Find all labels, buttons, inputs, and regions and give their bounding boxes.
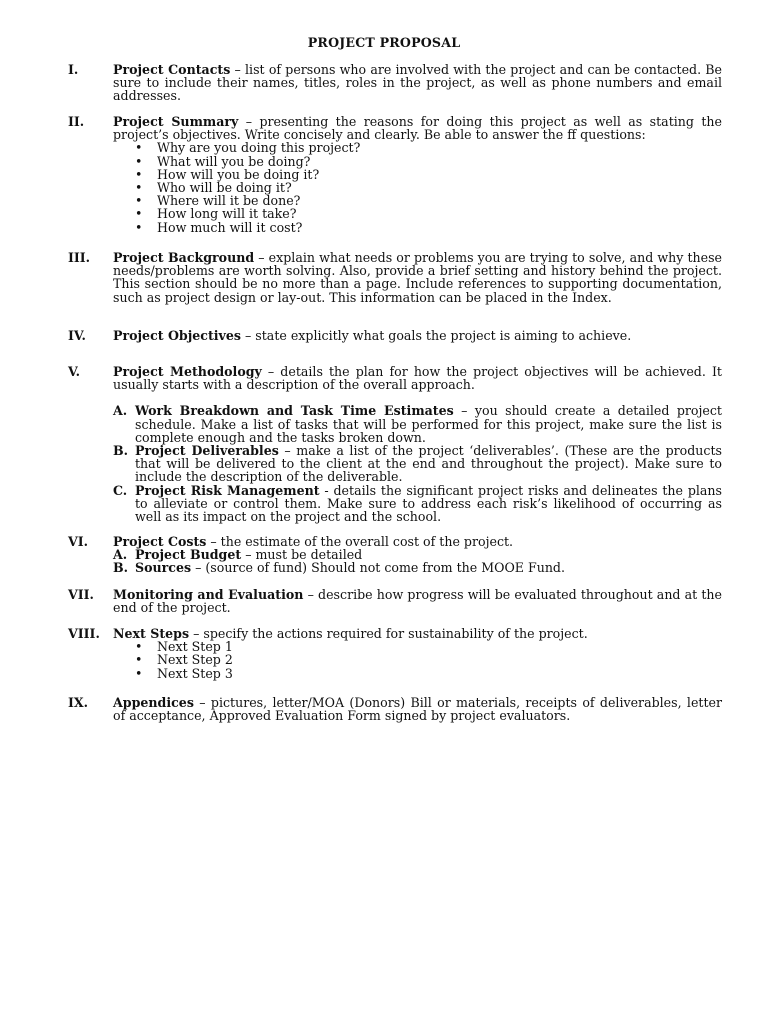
section-text: – presenting the reasons for doing this project as well as stating the project’s objectives. Write concisely and clearly. Be able to answer the ff questions: bbox=[113, 114, 722, 143]
section-text: – pictures, letter/MOA (Donors) Bill or materials, receipts of deliverables, letter of acceptance, Approved Evaluation Form signed by project evaluators. bbox=[113, 695, 722, 724]
section-heading: Project Objectives bbox=[113, 328, 241, 343]
section-number: V. bbox=[68, 364, 80, 379]
section-heading: Project Costs bbox=[113, 534, 207, 549]
section-project-contacts bbox=[68, 63, 722, 103]
section-text: – details the plan for how the project objectives will be achieved. It usually starts with a description of the overall approach. bbox=[113, 364, 722, 393]
subsection-heading: Project Deliverables bbox=[135, 443, 279, 459]
section-monitoring-evaluation bbox=[68, 588, 722, 614]
subsection-sources bbox=[113, 561, 722, 574]
section-text: – specify the actions required for sustainability of the project. bbox=[189, 626, 588, 641]
section-text: – describe how progress will be evaluated throughout and at the end of the project. bbox=[113, 587, 722, 616]
subsection-heading: Project Budget bbox=[135, 547, 242, 563]
section-project-costs bbox=[68, 535, 722, 575]
question-list bbox=[113, 141, 722, 233]
section-project-methodology bbox=[68, 365, 722, 523]
list-item: • Next Step 2 bbox=[135, 653, 722, 666]
subsection-letter: C. bbox=[113, 482, 128, 498]
next-steps-list bbox=[113, 640, 722, 680]
section-body bbox=[113, 115, 722, 234]
list-item: • Why are you doing this project? bbox=[135, 141, 722, 154]
subsection-deliverables bbox=[113, 444, 722, 484]
subsection-letter: B. bbox=[113, 443, 129, 459]
subsection-heading: Sources bbox=[135, 560, 192, 576]
section-body bbox=[113, 63, 722, 103]
section-number: III. bbox=[68, 250, 91, 265]
section-body bbox=[113, 365, 722, 523]
section-number: IV. bbox=[68, 328, 86, 343]
subsection-work-breakdown bbox=[113, 404, 722, 444]
section-number: II. bbox=[68, 114, 85, 129]
section-number: VIII. bbox=[68, 626, 100, 641]
section-number: I. bbox=[68, 62, 79, 77]
list-item: • How long will it take? bbox=[135, 207, 722, 220]
section-body bbox=[113, 251, 722, 304]
section-next-steps bbox=[68, 627, 722, 680]
section-number: IX. bbox=[68, 695, 89, 710]
subsection-heading: Project Risk Management bbox=[135, 482, 320, 498]
subsection-letter: B. bbox=[113, 560, 129, 576]
subsection-text: – you should create a detailed project schedule. Make a list of tasks that will be performed for this project, make sure the list is complete enough and the tasks broken down. bbox=[135, 403, 722, 445]
section-text: – list of persons who are involved with the project and can be contacted. Be sure to include their names, titles, roles in the project, as well as phone numbers and email addresses. bbox=[113, 62, 723, 104]
list-item: • How much will it cost? bbox=[135, 221, 722, 234]
subsection-letter: A. bbox=[113, 547, 128, 563]
section-text: – state explicitly what goals the project is aiming to achieve. bbox=[240, 328, 632, 343]
subsection-text: – (source of fund) Should not come from the MOOE Fund. bbox=[191, 560, 565, 576]
section-number: VII. bbox=[68, 587, 94, 602]
subsection-text: - details the significant project risks and delineates the plans to alleviate or control them. Make sure to address each risk’s likelihood of occurring as well as its impact on the project and the school. bbox=[135, 482, 722, 525]
section-heading: Project Methodology bbox=[113, 364, 262, 379]
subsection-risk-management bbox=[113, 484, 722, 524]
document-title: PROJECT PROPOSAL bbox=[307, 35, 461, 50]
section-number: VI. bbox=[68, 534, 89, 549]
subsection-text: – must be detailed bbox=[241, 547, 363, 563]
section-heading: Appendices bbox=[113, 695, 194, 710]
subsection-text: – make a list of the project ‘deliverables’. (These are the products that will be delivered to the client at the end and throughout the project). Make sure to include the description of the deliverable. bbox=[135, 443, 722, 485]
section-heading: Project Contacts bbox=[113, 62, 231, 77]
section-body bbox=[113, 329, 722, 342]
section-appendices bbox=[68, 696, 722, 722]
section-text: – explain what needs or problems you are trying to solve, and why these needs/problems are worth solving. Also, provide a brief setting and history behind the project. This section should be no more than a page. Include references to supporting documentation, such as project design or lay-out. This information can be placed in the Index. bbox=[113, 250, 723, 305]
section-heading: Project Background bbox=[113, 250, 255, 265]
list-item: • Next Step 1 bbox=[135, 640, 722, 653]
list-item: • Next Step 3 bbox=[135, 667, 722, 680]
section-heading: Monitoring and Evaluation bbox=[113, 587, 304, 602]
subsection-list bbox=[113, 404, 722, 523]
section-text: – the estimate of the overall cost of the project. bbox=[206, 534, 514, 549]
subsection-letter: A. bbox=[113, 403, 128, 419]
section-body bbox=[113, 535, 722, 575]
list-item: • Who will be doing it? bbox=[135, 181, 722, 194]
section-heading: Project Summary bbox=[113, 114, 239, 129]
section-project-background bbox=[68, 251, 722, 304]
section-project-summary bbox=[68, 115, 722, 234]
list-item: • How will you be doing it? bbox=[135, 168, 722, 181]
section-body bbox=[113, 588, 722, 614]
section-body bbox=[113, 696, 722, 722]
section-project-objectives bbox=[68, 329, 722, 342]
section-body bbox=[113, 627, 722, 680]
list-item: • Where will it be done? bbox=[135, 194, 722, 207]
section-heading: Next Steps bbox=[113, 626, 190, 641]
subsection-heading: Work Breakdown and Task Time Estimates bbox=[135, 403, 454, 419]
list-item: • What will you be doing? bbox=[135, 155, 722, 168]
